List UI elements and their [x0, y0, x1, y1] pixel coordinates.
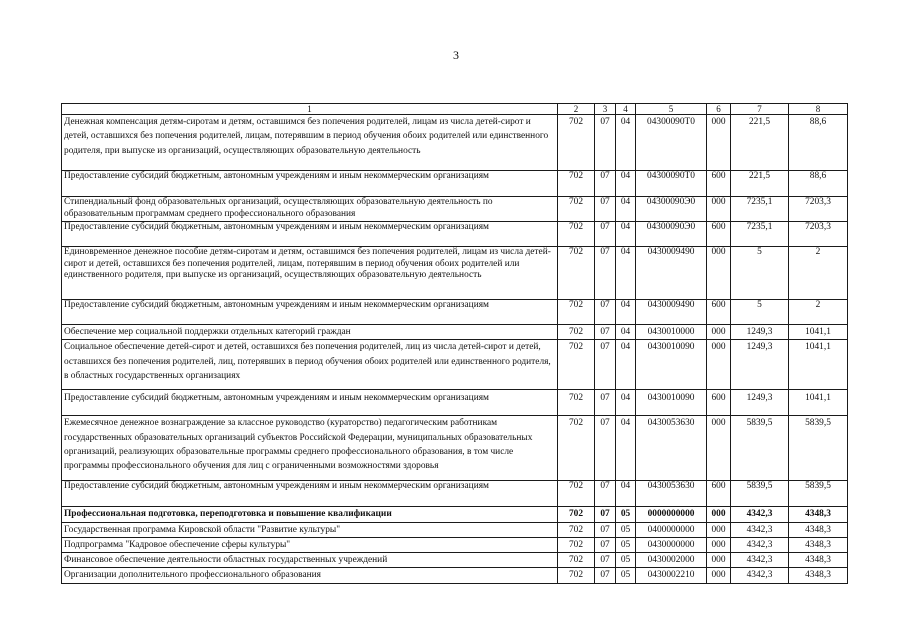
cell-amount-plan: 1249,3 [731, 325, 789, 340]
table-row [62, 197, 848, 222]
cell-expense-type: 600 [707, 390, 731, 416]
cell-section: 07 [595, 340, 616, 390]
cell-amount-actual: 4348,3 [789, 537, 848, 552]
cell-code: 702 [558, 507, 595, 522]
cell-amount-plan: 4342,3 [731, 568, 789, 583]
cell-target-article: 0430053630 [636, 481, 707, 507]
cell-amount-plan: 7235,1 [731, 222, 789, 247]
row-description: Предоставление субсидий бюджетным, автономным учреждениям и иным некоммерческим организациям [62, 481, 558, 507]
cell-amount-plan: 4342,3 [731, 553, 789, 568]
cell-expense-type: 000 [707, 507, 731, 522]
cell-expense-type: 600 [707, 300, 731, 325]
cell-code: 702 [558, 568, 595, 583]
cell-subsection: 04 [616, 115, 636, 171]
column-header: 6 [707, 104, 731, 115]
cell-expense-type: 000 [707, 522, 731, 537]
table-row [62, 325, 848, 340]
cell-code: 702 [558, 247, 595, 300]
cell-target-article: 04300090Э0 [636, 197, 707, 222]
row-description: Предоставление субсидий бюджетным, автономным учреждениям и иным некоммерческим организациям [62, 300, 558, 325]
cell-amount-plan: 1249,3 [731, 340, 789, 390]
cell-code: 702 [558, 300, 595, 325]
cell-expense-type: 000 [707, 340, 731, 390]
cell-expense-type: 000 [707, 537, 731, 552]
row-description: Социальное обеспечение детей-сирот и детей, оставшихся без попечения родителей, лиц из числа детей-сирот и детей, оставшихся без попечения родителей, лиц, потерявших в период обучения обоих родителей или единственного родителя, в областных государственных организациях [62, 340, 558, 390]
cell-subsection: 05 [616, 507, 636, 522]
row-description: Подпрограмма "Кадровое обеспечение сферы культуры" [62, 537, 558, 552]
cell-amount-actual: 7203,3 [789, 222, 848, 247]
cell-target-article: 04300090Э0 [636, 222, 707, 247]
cell-section: 07 [595, 171, 616, 197]
cell-code: 702 [558, 325, 595, 340]
cell-amount-plan: 221,5 [731, 171, 789, 197]
row-description: Организации дополнительного профессионального образования [62, 568, 558, 583]
cell-subsection: 04 [616, 197, 636, 222]
cell-target-article: 0430010090 [636, 390, 707, 416]
cell-amount-actual: 88,6 [789, 115, 848, 171]
cell-amount-actual: 5839,5 [789, 481, 848, 507]
cell-target-article: 0430000000 [636, 537, 707, 552]
cell-section: 07 [595, 197, 616, 222]
cell-amount-plan: 5 [731, 247, 789, 300]
table-row-section [62, 507, 848, 522]
cell-amount-actual: 4348,3 [789, 568, 848, 583]
cell-code: 702 [558, 522, 595, 537]
cell-subsection: 05 [616, 522, 636, 537]
cell-amount-actual: 1041,1 [789, 340, 848, 390]
cell-amount-plan: 4342,3 [731, 537, 789, 552]
table-row [62, 481, 848, 507]
cell-subsection: 04 [616, 325, 636, 340]
page-number: 3 [453, 48, 459, 62]
cell-subsection: 04 [616, 390, 636, 416]
cell-code: 702 [558, 390, 595, 416]
cell-amount-actual: 2 [789, 300, 848, 325]
cell-target-article: 0430009490 [636, 247, 707, 300]
cell-target-article: 0000000000 [636, 507, 707, 522]
table-row [62, 115, 848, 171]
cell-subsection: 04 [616, 171, 636, 197]
row-description: Денежная компенсация детям-сиротам и детям, оставшимся без попечения родителей, лицам из числа детей-сирот и детей, оставшихся без попечения родителей, лицам, потерявшим в период обучения обоих родителей или единственного родителя, при выпуске из организаций, осуществляющих образовательную деятельность [62, 115, 558, 171]
table-row [62, 568, 848, 583]
cell-code: 702 [558, 416, 595, 481]
cell-code: 702 [558, 197, 595, 222]
table-row [62, 222, 848, 247]
cell-amount-plan: 5 [731, 300, 789, 325]
cell-amount-plan: 4342,3 [731, 522, 789, 537]
row-description: Государственная программа Кировской области "Развитие культуры" [62, 522, 558, 537]
cell-target-article: 0430053630 [636, 416, 707, 481]
cell-code: 702 [558, 115, 595, 171]
cell-expense-type: 600 [707, 481, 731, 507]
cell-section: 07 [595, 325, 616, 340]
cell-expense-type: 000 [707, 115, 731, 171]
cell-amount-plan: 4342,3 [731, 507, 789, 522]
table-row [62, 522, 848, 537]
cell-expense-type: 000 [707, 197, 731, 222]
cell-amount-actual: 1041,1 [789, 390, 848, 416]
cell-amount-actual: 4348,3 [789, 507, 848, 522]
cell-expense-type: 000 [707, 553, 731, 568]
cell-target-article: 0430009490 [636, 300, 707, 325]
cell-code: 702 [558, 537, 595, 552]
row-description: Обеспечение мер социальной поддержки отдельных категорий граждан [62, 325, 558, 340]
row-description: Ежемесячное денежное вознаграждение за классное руководство (кураторство) педагогическим работникам государственных образовательных организаций субъектов Российской Федерации, муниципальных образовательных организаций, реализующих образовательные программы среднего профессионального образования, в том числе программы профессионального обучения для лиц с ограниченными возможностями здоровья [62, 416, 558, 481]
column-header: 3 [595, 104, 616, 115]
cell-expense-type: 000 [707, 247, 731, 300]
table-row [62, 553, 848, 568]
cell-section: 07 [595, 416, 616, 481]
cell-subsection: 05 [616, 568, 636, 583]
table-row [62, 340, 848, 390]
cell-section: 07 [595, 553, 616, 568]
row-description: Стипендиальный фонд образовательных организаций, осуществляющих образовательную деятельность по образовательным программам среднего профессионального образования [62, 197, 558, 222]
cell-code: 702 [558, 553, 595, 568]
cell-amount-actual: 88,6 [789, 171, 848, 197]
table-row [62, 247, 848, 300]
cell-subsection: 05 [616, 537, 636, 552]
column-header: 7 [731, 104, 789, 115]
cell-target-article: 0430010000 [636, 325, 707, 340]
cell-expense-type: 600 [707, 171, 731, 197]
cell-subsection: 04 [616, 222, 636, 247]
cell-target-article: 04300090Т0 [636, 171, 707, 197]
row-description: Предоставление субсидий бюджетным, автономным учреждениям и иным некоммерческим организациям [62, 390, 558, 416]
budget-table [61, 103, 848, 584]
cell-amount-plan: 5839,5 [731, 416, 789, 481]
cell-subsection: 04 [616, 247, 636, 300]
cell-amount-actual: 4348,3 [789, 553, 848, 568]
cell-section: 07 [595, 522, 616, 537]
cell-code: 702 [558, 481, 595, 507]
row-description: Финансовое обеспечение деятельности областных государственных учреждений [62, 553, 558, 568]
cell-amount-plan: 221,5 [731, 115, 789, 171]
cell-expense-type: 000 [707, 325, 731, 340]
cell-subsection: 04 [616, 300, 636, 325]
cell-section: 07 [595, 568, 616, 583]
header-row [62, 104, 848, 115]
column-header: 2 [558, 104, 595, 115]
cell-section: 07 [595, 300, 616, 325]
column-header: 1 [62, 104, 558, 115]
cell-section: 07 [595, 115, 616, 171]
cell-subsection: 04 [616, 416, 636, 481]
cell-expense-type: 000 [707, 416, 731, 481]
cell-amount-actual: 1041,1 [789, 325, 848, 340]
column-header: 8 [789, 104, 848, 115]
cell-code: 702 [558, 171, 595, 197]
cell-amount-plan: 1249,3 [731, 390, 789, 416]
cell-amount-plan: 5839,5 [731, 481, 789, 507]
cell-section: 07 [595, 507, 616, 522]
cell-amount-actual: 5839,5 [789, 416, 848, 481]
cell-amount-actual: 4348,3 [789, 522, 848, 537]
cell-amount-actual: 7203,3 [789, 197, 848, 222]
cell-subsection: 04 [616, 481, 636, 507]
cell-amount-actual: 2 [789, 247, 848, 300]
cell-expense-type: 600 [707, 222, 731, 247]
row-description: Профессиональная подготовка, переподготовка и повышение квалификации [62, 507, 558, 522]
cell-subsection: 05 [616, 553, 636, 568]
cell-target-article: 0430002000 [636, 553, 707, 568]
column-header: 4 [616, 104, 636, 115]
table-row [62, 537, 848, 552]
cell-section: 07 [595, 222, 616, 247]
row-description: Предоставление субсидий бюджетным, автономным учреждениям и иным некоммерческим организациям [62, 171, 558, 197]
table-row [62, 300, 848, 325]
cell-section: 07 [595, 390, 616, 416]
cell-code: 702 [558, 222, 595, 247]
cell-target-article: 0430010090 [636, 340, 707, 390]
cell-amount-plan: 7235,1 [731, 197, 789, 222]
row-description: Единовременное денежное пособие детям-сиротам и детям, оставшимся без попечения родителей, лицам из числа детей-сирот и детей, оставшихся без попечения родителей, лицам, потерявшим в период обучения обоих родителей или единственного родителя, при выпуске из организаций, осуществляющих образовательную деятельность [62, 247, 558, 300]
table-row [62, 416, 848, 481]
cell-code: 702 [558, 340, 595, 390]
cell-section: 07 [595, 247, 616, 300]
cell-section: 07 [595, 481, 616, 507]
column-header: 5 [636, 104, 707, 115]
cell-section: 07 [595, 537, 616, 552]
cell-expense-type: 000 [707, 568, 731, 583]
table-row [62, 390, 848, 416]
table-row [62, 171, 848, 197]
cell-target-article: 0430002210 [636, 568, 707, 583]
cell-subsection: 04 [616, 340, 636, 390]
cell-target-article: 0400000000 [636, 522, 707, 537]
cell-target-article: 04300090Т0 [636, 115, 707, 171]
row-description: Предоставление субсидий бюджетным, автономным учреждениям и иным некоммерческим организациям [62, 222, 558, 247]
